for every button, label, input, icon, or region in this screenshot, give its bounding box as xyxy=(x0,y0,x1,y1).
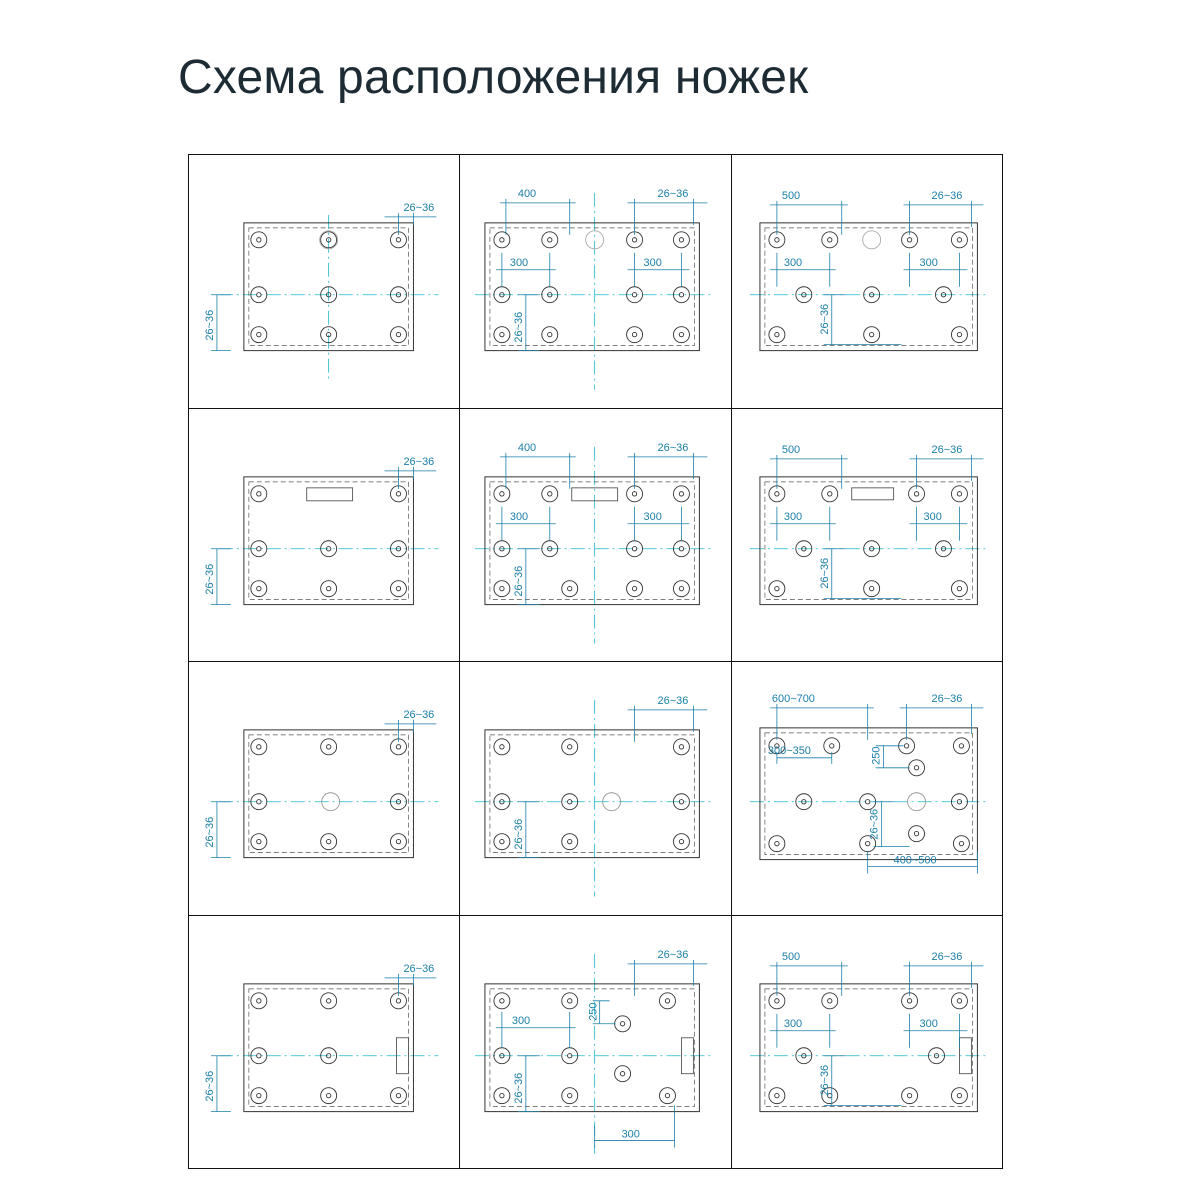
dim-label: 300 xyxy=(919,256,938,269)
leg-layout-drawing-10 xyxy=(189,916,459,1169)
dim-label: 26~36 xyxy=(657,948,689,961)
diagram-cell-11[interactable] xyxy=(460,916,731,1170)
dim-label: 26~36 xyxy=(818,1064,831,1096)
dim-label: 26~36 xyxy=(403,962,435,975)
leg-layout-drawing-5 xyxy=(460,409,730,662)
dim-label: 26~36 xyxy=(513,311,526,343)
dim-label: 26~36 xyxy=(403,201,435,214)
leg-layout-drawing-9 xyxy=(732,662,1002,915)
dim-label: 26~36 xyxy=(657,187,689,200)
leg-layout-drawing-8 xyxy=(460,662,730,915)
dim-label: 300 xyxy=(510,256,529,269)
dim-label: 26~36 xyxy=(403,708,435,721)
dim-label: 300 xyxy=(783,510,802,523)
dim-label: 500 xyxy=(781,443,800,456)
dim-label: 600~700 xyxy=(771,692,815,705)
dim-label: 26~36 xyxy=(868,808,881,840)
leg-layout-drawing-7 xyxy=(189,662,459,915)
dim-label: 300 xyxy=(643,510,663,523)
dim-label: 26~36 xyxy=(818,303,831,335)
leg-layout-drawing-1 xyxy=(189,155,459,408)
dim-label: 300 xyxy=(919,1017,938,1030)
dim-label: 300 xyxy=(621,1128,641,1141)
dim-label: 26~36 xyxy=(931,950,962,963)
dim-label: 26~36 xyxy=(203,1070,216,1102)
dim-label: 250 xyxy=(587,1001,600,1021)
leg-layout-drawing-11 xyxy=(460,916,730,1169)
leg-layout-drawing-3 xyxy=(732,155,1002,408)
diagram-cell-4[interactable] xyxy=(189,409,460,663)
leg-layout-drawing-2 xyxy=(460,155,730,408)
dim-label: 250 xyxy=(870,746,883,765)
diagram-cell-3[interactable] xyxy=(732,155,1003,409)
dim-label: 500 xyxy=(781,189,800,202)
dim-label: 300 xyxy=(510,510,529,523)
diagram-cell-10[interactable] xyxy=(189,916,460,1170)
diagram-cell-5[interactable] xyxy=(460,409,731,663)
dim-label: 300~350 xyxy=(767,744,811,757)
dim-label: 300 xyxy=(512,1014,531,1027)
dim-label: 26~36 xyxy=(931,692,962,705)
dim-label: 26~36 xyxy=(931,443,962,456)
dim-label: 26~36 xyxy=(513,818,526,850)
dim-label: 26~36 xyxy=(931,189,962,202)
dim-label: 300 xyxy=(783,1017,802,1030)
dim-label: 300 xyxy=(643,256,663,269)
dim-label: 26~36 xyxy=(403,455,435,468)
diagram-cell-9[interactable] xyxy=(732,662,1003,916)
diagram-cell-7[interactable] xyxy=(189,662,460,916)
dim-label: 300 xyxy=(923,510,942,523)
schematic-grid xyxy=(188,154,1003,1169)
leg-layout-drawing-4 xyxy=(189,409,459,662)
dim-label: 400 xyxy=(518,441,537,454)
dim-label: 400 xyxy=(518,187,537,200)
dim-label: 500 xyxy=(781,950,800,963)
diagram-cell-2[interactable] xyxy=(460,155,731,409)
dim-label: 300 xyxy=(783,256,802,269)
diagram-cell-1[interactable] xyxy=(189,155,460,409)
dim-label: 26~36 xyxy=(513,565,526,597)
page-title: Схема расположения ножек xyxy=(178,51,809,104)
dim-label: 26~36 xyxy=(657,694,689,707)
leg-layout-drawing-12 xyxy=(732,916,1002,1169)
dim-label: 26~36 xyxy=(818,557,831,589)
diagram-cell-8[interactable] xyxy=(460,662,731,916)
dim-label: 26~36 xyxy=(513,1072,526,1104)
diagram-cell-6[interactable] xyxy=(732,409,1003,663)
dim-label: 26~36 xyxy=(657,441,689,454)
dim-label: 400~500 xyxy=(893,854,937,867)
dim-label: 26~36 xyxy=(203,309,216,341)
dim-label: 26~36 xyxy=(203,563,216,595)
dim-label: 26~36 xyxy=(203,816,216,848)
leg-layout-drawing-6 xyxy=(732,409,1002,662)
diagram-cell-12[interactable] xyxy=(732,916,1003,1170)
